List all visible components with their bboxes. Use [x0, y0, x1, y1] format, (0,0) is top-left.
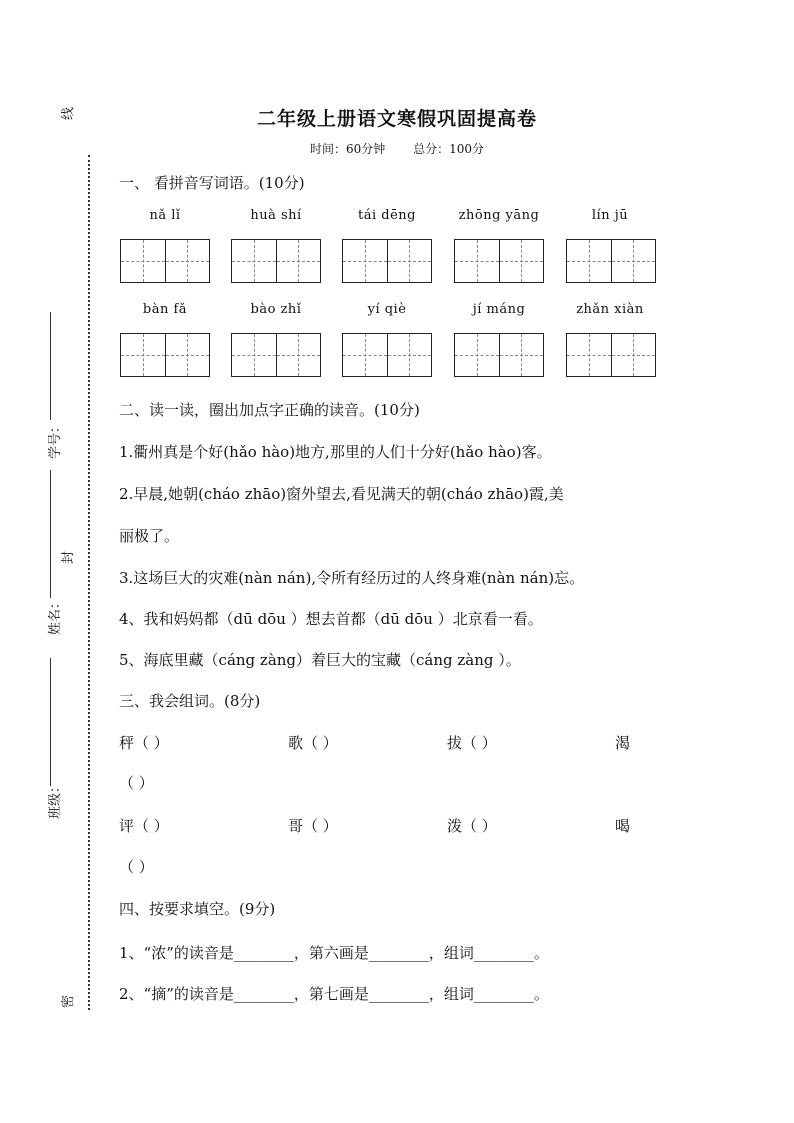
word-item-4-blank[interactable]: （ ）	[119, 774, 154, 792]
word-item-3[interactable]: 拔（ ）	[447, 734, 497, 752]
word-item-5[interactable]: 评（ ）	[119, 817, 169, 835]
exam-score: 总分：100分	[413, 142, 484, 156]
writing-box-9[interactable]	[454, 333, 544, 377]
word-item-8[interactable]: 喝	[615, 817, 631, 835]
section2-line-2: 2.早晨,她朝(cháo zhāo)窗外望去,看见满天的朝(cháo zhāo)霞,美	[119, 485, 564, 503]
writing-box-8[interactable]	[342, 333, 432, 377]
pinyin-5: lín jū	[591, 208, 629, 223]
section2-heading: 二、读一读，圈出加点字正确的读音。(10分)	[119, 401, 420, 419]
section4-line-1[interactable]: 1、“浓”的读音是________，第六画是________，组词________。	[119, 944, 549, 962]
section2-line-1: 1.衢州真是个好(hǎo hào)地方,那里的人们十分好(hǎo hào)客。	[119, 443, 552, 461]
word-item-1[interactable]: 秤（ ）	[119, 734, 169, 752]
section2-line-4: 4、我和妈妈都（dū dōu ）想去首都（dū dōu ）北京看一看。	[119, 610, 543, 628]
side-mark-bottom: 密	[61, 994, 77, 1009]
pinyin-3: tái dēng	[358, 208, 416, 223]
student-no-label: 学号：	[48, 419, 64, 460]
class-label: 班级：	[48, 779, 64, 820]
writing-box-5[interactable]	[566, 239, 656, 283]
pinyin-10: zhǎn xiàn	[576, 302, 644, 317]
writing-box-6[interactable]	[120, 333, 210, 377]
pinyin-6: bàn fǎ	[142, 302, 188, 317]
pinyin-8: yí qiè	[367, 302, 407, 317]
name-line	[50, 470, 51, 598]
pinyin-4: zhōng yāng	[458, 208, 540, 223]
student-no-line	[50, 312, 51, 420]
binding-dotted-line	[88, 155, 90, 1010]
writing-box-3[interactable]	[342, 239, 432, 283]
pinyin-7: bào zhǐ	[250, 302, 302, 317]
pinyin-1: nǎ lǐ	[149, 208, 181, 223]
section2-line-2b: 丽极了。	[119, 527, 180, 545]
writing-box-7[interactable]	[231, 333, 321, 377]
section2-line-3: 3.这场巨大的灾难(nàn nán),令所有经历过的人终身难(nàn nán)忘。	[119, 569, 585, 587]
writing-box-1[interactable]	[120, 239, 210, 283]
exam-time: 时间：60分钟	[309, 142, 386, 156]
side-mark-middle: 封	[61, 550, 77, 565]
page-title: 二年级上册语文寒假巩固提高卷	[256, 108, 537, 130]
word-item-2[interactable]: 歌（ ）	[288, 734, 338, 752]
word-item-7[interactable]: 泼（ ）	[447, 817, 497, 835]
writing-box-10[interactable]	[566, 333, 656, 377]
word-item-4[interactable]: 渴	[615, 734, 631, 752]
class-line	[50, 658, 51, 786]
exam-info	[0, 140, 794, 157]
section2-line-5: 5、海底里藏（cáng zàng）着巨大的宝藏（cáng zàng ）。	[119, 651, 521, 669]
pinyin-9: jí máng	[472, 302, 526, 317]
word-item-8-blank[interactable]: （ ）	[119, 858, 154, 876]
pinyin-2: huà shí	[250, 208, 302, 223]
writing-box-2[interactable]	[231, 239, 321, 283]
section4-line-2[interactable]: 2、“摘”的读音是________，第七画是________，组词________。	[119, 985, 549, 1003]
side-mark-top: 线	[61, 106, 77, 121]
writing-box-4[interactable]	[454, 239, 544, 283]
word-item-6[interactable]: 哥（ ）	[288, 817, 338, 835]
section1-heading: 一、 看拼音写词语。(10分)	[119, 174, 305, 192]
section4-heading: 四、按要求填空。(9分)	[119, 900, 276, 918]
name-label: 姓名：	[48, 595, 64, 636]
section3-heading: 三、我会组词。(8分)	[119, 692, 261, 710]
